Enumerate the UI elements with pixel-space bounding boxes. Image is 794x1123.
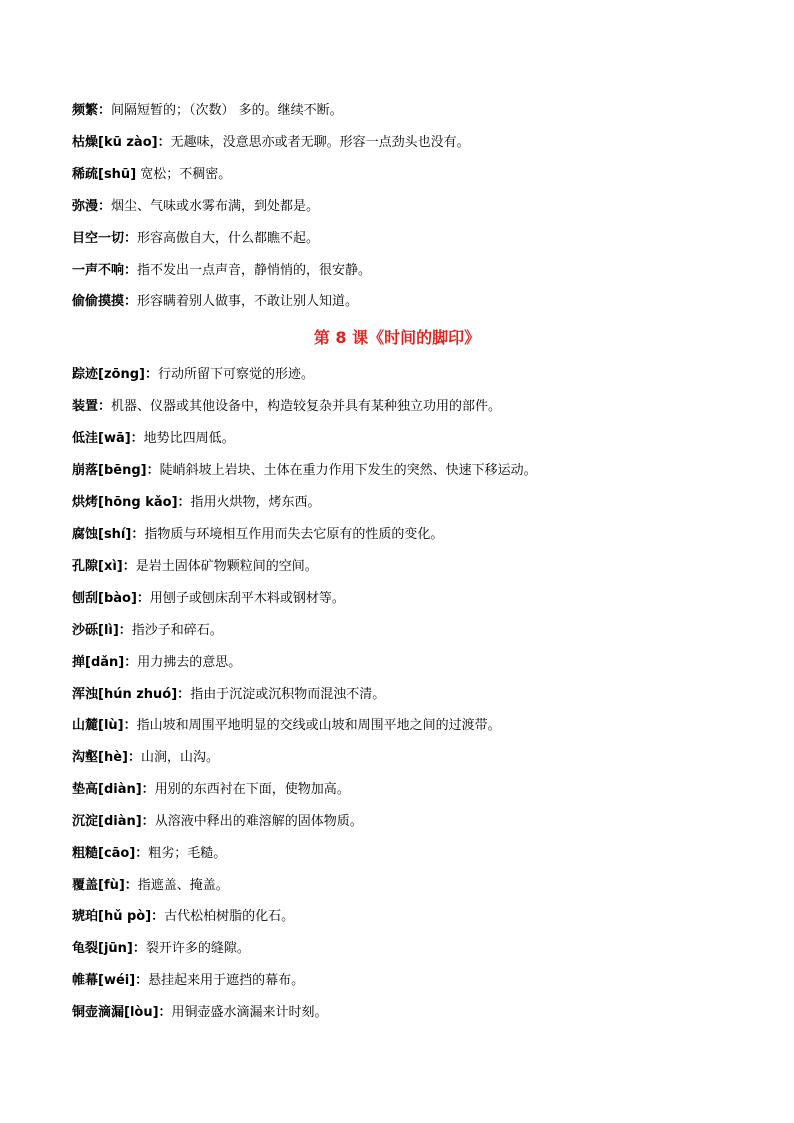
vocab-definition: 形容高傲自大，什么都瞧不起。 [137, 231, 320, 246]
vocab-definition: 无趣味，没意思亦或者无聊。形容一点劲头也没有。 [170, 135, 470, 150]
vocab-definition: 指山坡和周围平地明显的交线或山坡和周围平地之间的过渡带。 [136, 718, 501, 733]
vocab-term: 稀疏[shū] [72, 167, 137, 182]
vocab-term: 琥珀[hǔ pò]： [72, 909, 165, 924]
vocab-term: 目空一切： [72, 231, 138, 246]
vocab-term: 沉淀[diàn]： [72, 814, 155, 829]
vocab-definition: 裂开许多的缝隙。 [145, 941, 250, 956]
vocab-term: 腐蚀[shí]： [72, 527, 145, 542]
vocab-entry [72, 655, 752, 671]
vocab-entry [72, 718, 752, 734]
vocab-definition: 指由于沉淀或沉积物而混浊不清。 [190, 687, 386, 702]
vocab-term: 掸[dǎn]： [72, 655, 138, 670]
vocab-term: 山麓[lù]： [72, 718, 137, 733]
vocab-term: 浑浊[hún zhuó]： [72, 687, 191, 702]
vocab-term: 刨刮[bào]： [72, 591, 150, 606]
vocab-term: 粗糙[cāo]： [72, 846, 149, 861]
vocab-definition: 机器、仪器或其他设备中，构造较复杂并具有某种独立功用的部件。 [111, 399, 502, 414]
vocab-entry [72, 167, 752, 183]
vocab-term: 沙砾[lì]： [72, 623, 132, 638]
vocab-term: 一声不响： [72, 263, 138, 278]
vocab-entry [72, 527, 752, 543]
vocab-term: 装置： [72, 399, 112, 414]
vocab-entry [72, 782, 752, 798]
vocab-entry [72, 814, 752, 830]
vocab-term: 孔隙[xì]： [72, 559, 136, 574]
vocab-entry [72, 231, 752, 247]
vocab-definition: 间隔短暂的；（次数） 多的。继续不断。 [111, 103, 343, 118]
vocab-definition: 形容瞒着别人做事，不敢让别人知道。 [137, 294, 359, 309]
vocab-definition: 古代松柏树脂的化石。 [164, 909, 295, 924]
vocab-definition: 用别的东西衬在下面，使物加高。 [154, 782, 350, 797]
vocab-entry [72, 591, 752, 607]
vocab-definition: 指物质与环境相互作用而失去它原有的性质的变化。 [144, 527, 444, 542]
vocab-term: 烘烤[hōng kǎo]： [72, 495, 191, 510]
vocab-entry [72, 135, 752, 151]
vocab-definition: 用力拂去的意思。 [137, 655, 242, 670]
vocab-definition: 指沙子和碎石。 [131, 623, 223, 638]
vocab-definition: 是岩土固体矿物颗粒间的空间。 [135, 559, 318, 574]
vocab-term: 帷幕[wéi]： [72, 973, 149, 988]
vocab-entry [72, 199, 752, 215]
vocab-term: 覆盖[fù]： [72, 878, 138, 893]
vocab-entry [72, 463, 752, 479]
vocab-definition: 行动所留下可察觉的形迹。 [157, 367, 314, 382]
vocab-definition: 指用火烘物，烤东西。 [190, 495, 321, 510]
vocab-entry [72, 623, 752, 639]
vocab-definition: 山涧，山沟。 [140, 750, 219, 765]
vocab-term: 垫高[diàn]： [72, 782, 155, 797]
vocab-term: 龟裂[jūn]： [72, 941, 146, 956]
vocab-definition: 用铜壶盛水滴漏来计时刻。 [171, 1005, 328, 1020]
vocab-term: 沟壑[hè]： [72, 750, 141, 765]
vocab-definition: 宽松；不稠密。 [136, 167, 232, 182]
vocab-entry [72, 103, 752, 119]
vocab-entry [72, 367, 752, 383]
vocab-term: 踪迹[zōng]： [72, 367, 158, 382]
vocab-term: 铜壶滴漏[lòu]： [72, 1005, 172, 1020]
vocab-definition: 陡峭斜坡上岩块、土体在重力作用下发生的突然、快速下移运动。 [159, 463, 537, 478]
vocab-entry [72, 1005, 752, 1021]
vocab-entry [72, 431, 752, 447]
vocab-definition: 用刨子或刨床刮平木料或钢材等。 [149, 591, 345, 606]
vocab-entry [72, 559, 752, 575]
vocab-term: 枯燥[kū zào]： [72, 135, 171, 150]
vocab-entry [72, 399, 752, 415]
vocab-term: 低洼[wā]： [72, 431, 144, 446]
vocab-entry [72, 687, 752, 703]
vocab-entry [72, 750, 752, 766]
vocab-entry [72, 263, 752, 279]
vocab-term: 频繁： [72, 103, 112, 118]
vocab-definition: 指不发出一点声音，静悄悄的，很安静。 [137, 263, 372, 278]
vocab-entry [72, 495, 752, 511]
vocab-definition: 指遮盖、掩盖。 [137, 878, 229, 893]
vocab-entry [72, 878, 752, 894]
vocab-entry [72, 941, 752, 957]
vocab-term: 崩落[bēng]： [72, 463, 160, 478]
vocab-definition: 从溶液中释出的难溶解的固体物质。 [154, 814, 363, 829]
vocab-entry [72, 973, 752, 989]
vocab-definition: 地势比四周低。 [143, 431, 235, 446]
vocab-term: 弥漫： [72, 199, 112, 214]
vocab-definition: 烟尘、气味或水雾布满，到处都是。 [111, 199, 320, 214]
vocab-definition: 粗劣；毛糙。 [148, 846, 227, 861]
vocab-entry [72, 294, 752, 310]
vocab-definition: 悬挂起来用于遮挡的幕布。 [148, 973, 305, 988]
vocab-entry [72, 846, 752, 862]
vocab-entry [72, 909, 752, 925]
lesson-title: 第 8 课《时间的脚印》 [313, 328, 481, 347]
vocab-term: 偷偷摸摸： [72, 294, 138, 309]
